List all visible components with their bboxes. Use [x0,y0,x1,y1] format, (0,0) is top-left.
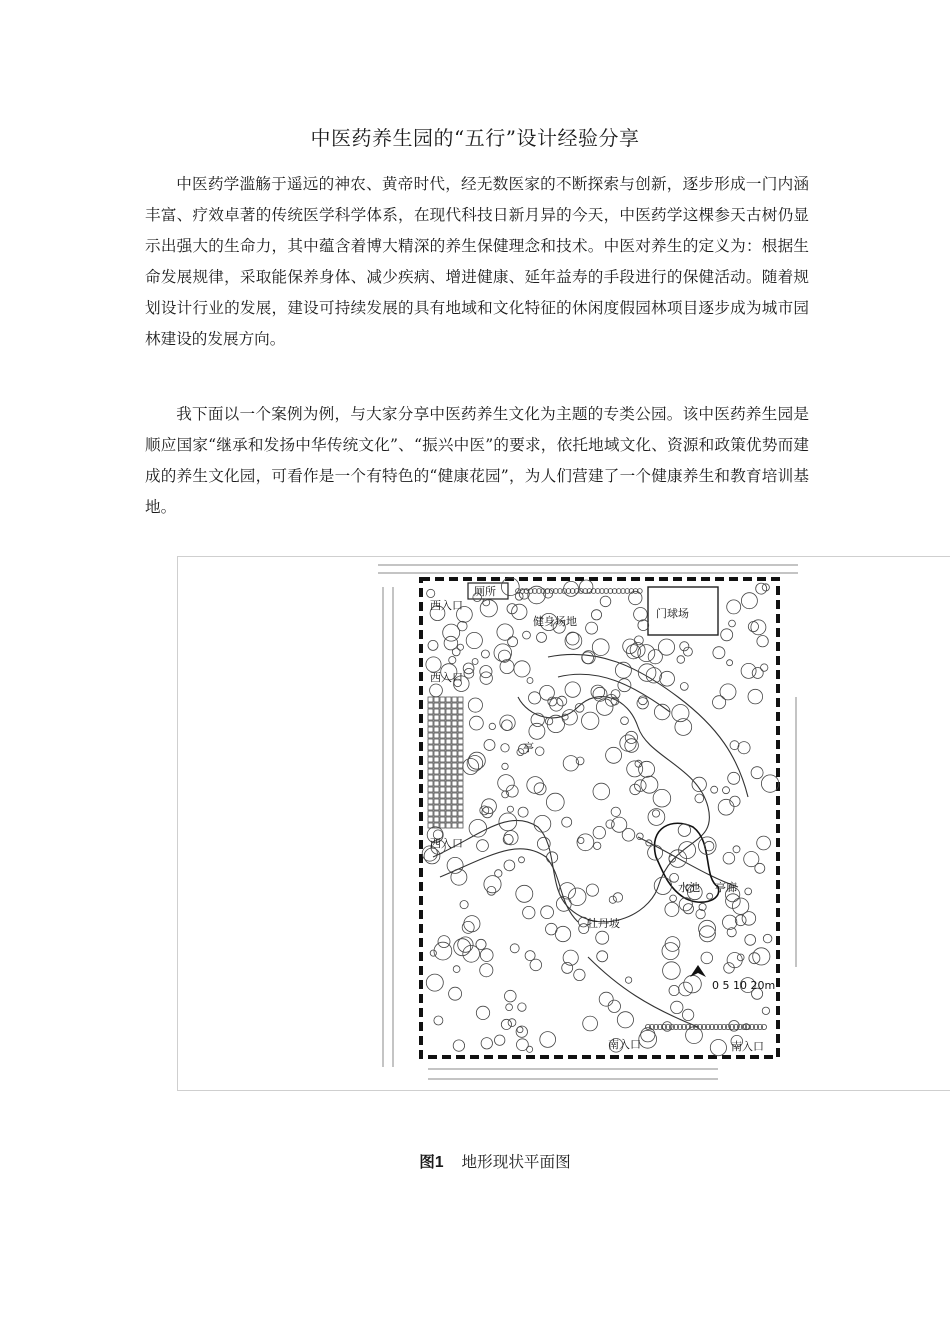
map-label-pond: 水池 [678,881,700,894]
map-label-pavilion: 亭 [523,741,534,754]
map-label-pavilion-corridor: 亭廊 [715,881,737,894]
map-label-west-entrance-1: 西入口 [430,599,463,612]
paragraph-intro: 中医药学滥觞于遥远的神农、黄帝时代，经无数医家的不断探索与创新，逐步形成一门内涵丰富、疗效卓著的传统医学科学体系，在现代科技日新月异的今天，中医药学这棵参天古树仍显示出强大的生命力，其中蕴含着博大精深的养生保健理念和技术。中医对养生的定义为：根据生命发展规律，采取能保养身体、减少疾病、增进健康、延年益寿的手段进行的保健活动。随着规划设计行业的发展，建设可持续发展的具有地域和文化特征的休闲度假园林项目逐步成为城市园林建设的发展方向。 [145,175,809,348]
document-title: 中医药养生园的“五行”设计经验分享 [310,126,640,150]
figure-caption [0,1150,950,1172]
map-label-gate-ball: 门球场 [656,607,689,620]
map-label-fitness-area: 健身场地 [533,615,577,628]
north-arrow-icon [690,965,706,977]
map-label-west-entrance-3: 西入口 [430,837,463,850]
figure-caption-text: 地形现状平面图 [461,1153,571,1171]
paragraph-case: 我下面以一个案例为例，与大家分享中医药养生文化为主题的专类公园。该中医药养生园是顺应国家“继承和发扬中华传统文化”、“振兴中医”的要求，依托地域文化、资源和政策优势而建成的养生文化园，可看作是一个有特色的“健康花园”，为人们营建了一个健康养生和教育培训基地。 [145,405,809,516]
site-plan-drawing [178,557,950,1091]
map-label-toilet: 厕所 [474,585,496,598]
map-label-west-entrance-2: 西入口 [430,671,463,684]
map-label-south-entrance-2: 南入口 [731,1040,764,1053]
map-label-peony-slope: 牡丹坡 [587,917,620,930]
map-label-south-entrance-1: 南入口 [608,1038,641,1051]
site-plan-figure [177,556,950,1091]
map-scale-label: 0 5 10 20m [712,979,776,992]
figure-caption-number: 图1 [419,1154,444,1171]
